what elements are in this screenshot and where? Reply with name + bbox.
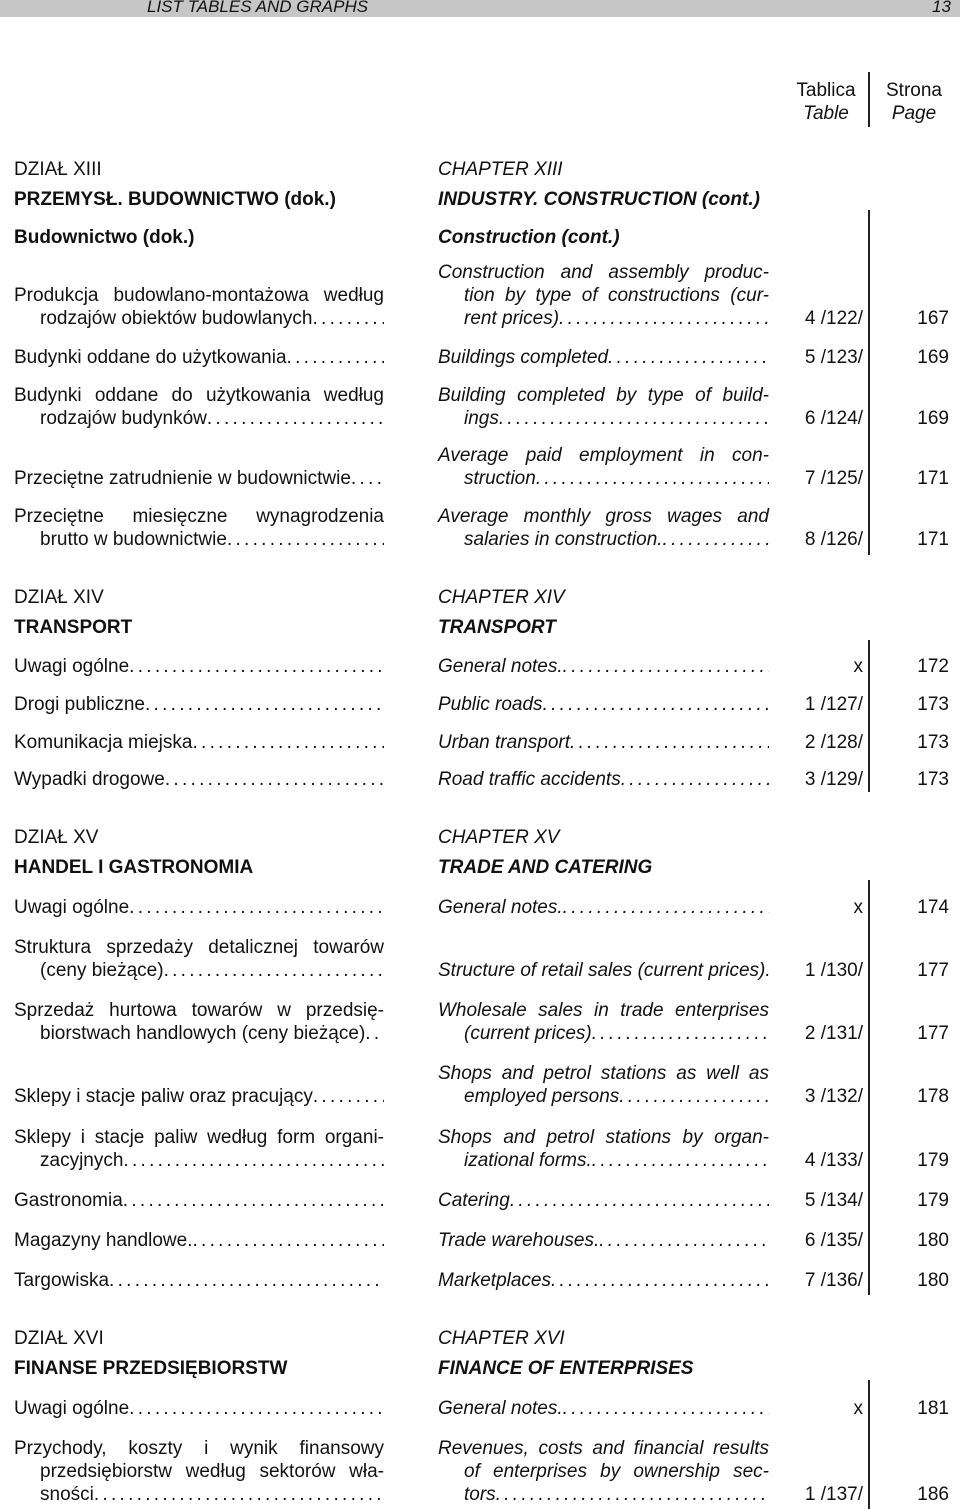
entry-pl-line: Produkcja budowlano-montażowa według [14, 285, 384, 306]
entry-title-en [438, 731, 769, 754]
entry-pl-text: Gastronomia [14, 1190, 123, 1211]
entry-en-line [438, 1189, 769, 1212]
entry-pl-line [14, 1483, 384, 1506]
leader-dots [129, 655, 384, 678]
entry-pl-line [14, 731, 384, 754]
entry-en-line [438, 731, 769, 754]
page-number: 173 [917, 769, 949, 790]
entry-en-text: Trade warehouses. [438, 1230, 600, 1251]
entry-en-line [438, 768, 769, 791]
leader-dots [599, 1229, 769, 1252]
page-number: 178 [917, 1086, 949, 1107]
entry-en-line [438, 467, 769, 490]
entry-en-line [438, 896, 769, 919]
entry-en-text: Structure of retail sales (current prices) [438, 960, 766, 981]
entry-pl-text: sności [40, 1484, 94, 1505]
leader-dots [592, 1022, 769, 1045]
entry-pl-text: (ceny bieżące) [40, 960, 164, 981]
entry-pl-line [14, 655, 384, 678]
chapter-number-en: CHAPTER XV [438, 827, 560, 848]
page-number: 171 [917, 529, 949, 550]
table-number: 1 /137/ [804, 1484, 863, 1505]
entry-pl-text: Komunikacja miejska [14, 732, 193, 753]
chapter-title-pl: HANDEL I GASTRONOMIA [14, 857, 254, 878]
entry-title-en [438, 655, 769, 678]
entry-pl-line [14, 346, 384, 369]
entry-title-pl [14, 346, 384, 369]
entry-en-line [438, 346, 769, 369]
leader-dots [619, 1085, 769, 1108]
entry-title-pl [14, 1229, 384, 1252]
table-number: 3 /132/ [804, 1086, 863, 1107]
table-number: 5 /134/ [804, 1190, 863, 1211]
entry-title-pl [14, 384, 384, 430]
column-divider [868, 210, 870, 555]
table-number: 1 /127/ [804, 694, 863, 715]
col-head-table-pl: Tablica [796, 80, 856, 101]
entry-en-line [438, 959, 769, 982]
entry-title-en [438, 346, 769, 369]
page-number: 177 [917, 960, 949, 981]
entry-pl-text: rodzajów obiektów budowlanych [40, 308, 313, 329]
entry-pl-line [14, 467, 384, 490]
entry-en-line: Revenues, costs and financial results [438, 1438, 769, 1459]
entry-en-text: General notes. [438, 656, 563, 677]
entry-pl-line: Sprzedaż hurtowa towarów w przedsię- [14, 1000, 384, 1021]
page-number: 186 [917, 1484, 949, 1505]
page-number: 173 [917, 732, 949, 753]
entry-en-text: struction [464, 468, 536, 489]
leader-dots [499, 407, 769, 430]
leader-dots [192, 731, 384, 754]
entry-title-en [438, 1189, 769, 1212]
chapter-number-pl: DZIAŁ XIII [14, 159, 102, 180]
chapter-title-en: TRADE AND CATERING [438, 857, 653, 878]
entry-en-text: Catering [438, 1190, 510, 1211]
entry-en-text: (current prices) [464, 1023, 592, 1044]
entry-title-pl [14, 936, 384, 982]
entry-title-pl [14, 693, 384, 716]
entry-pl-line [14, 896, 384, 919]
table-number: 1 /130/ [804, 960, 863, 981]
entry-en-text: tors [464, 1484, 496, 1505]
chapter-number-en: CHAPTER XIII [438, 159, 563, 180]
table-number: x [853, 897, 863, 918]
page-number: 173 [917, 694, 949, 715]
table-number: 7 /125/ [804, 468, 863, 489]
chapter-title-pl: PRZEMYSŁ. BUDOWNICTWO (dok.) [14, 189, 336, 210]
table-number: 2 /131/ [804, 1023, 863, 1044]
header-page-number: 13 [932, 0, 951, 16]
entry-pl-text: Uwagi ogólne [14, 1398, 130, 1419]
leader-dots [563, 655, 769, 678]
page-number: 180 [917, 1270, 949, 1291]
subchapter-title-en: Construction (cont.) [438, 227, 620, 248]
leader-dots [313, 1085, 384, 1108]
entry-title-pl [14, 284, 384, 330]
leader-dots [551, 1269, 769, 1292]
leader-dots [123, 1189, 384, 1212]
entry-title-en [438, 1062, 769, 1108]
table-number: 4 /133/ [804, 1150, 863, 1171]
table-number: 4 /122/ [804, 308, 863, 329]
entry-title-pl [14, 1269, 384, 1292]
entry-pl-line: Budynki oddane do użytkowania według [14, 385, 384, 406]
chapter-number-pl: DZIAŁ XVI [14, 1328, 104, 1349]
entry-en-text: employed persons [464, 1086, 620, 1107]
entry-en-text: izational forms. [464, 1150, 592, 1171]
leader-dots [570, 731, 769, 754]
entry-title-en [438, 896, 769, 919]
entry-title-pl [14, 1085, 384, 1108]
leader-dots [536, 467, 769, 490]
entry-pl-line [14, 1022, 384, 1045]
entry-title-pl [14, 655, 384, 678]
chapter-number-en: CHAPTER XVI [438, 1328, 565, 1349]
leader-dots [123, 1149, 384, 1172]
entry-en-line: of enterprises by ownership sec- [464, 1461, 769, 1482]
leader-dots [145, 693, 384, 716]
entry-title-en [438, 384, 769, 430]
col-head-page-en: Page [891, 103, 937, 124]
entry-pl-text: Uwagi ogólne [14, 656, 130, 677]
entry-pl-text: Magazyny handlowe. [14, 1230, 193, 1251]
leader-dots [663, 528, 769, 551]
entry-en-text: Public roads [438, 694, 543, 715]
entry-pl-text: Sklepy i stacje paliw oraz pracujący [14, 1086, 313, 1107]
entry-pl-text: Budynki oddane do użytkowania [14, 347, 287, 368]
page-number: 181 [917, 1398, 949, 1419]
leader-dots [765, 959, 769, 982]
entry-pl-line: Przeciętne miesięczne wynagrodzenia [14, 506, 384, 527]
entry-pl-line [14, 1397, 384, 1420]
entry-en-text: rent prices) [464, 308, 560, 329]
entry-en-text: ings [464, 408, 499, 429]
table-number: 3 /129/ [804, 769, 863, 790]
entry-title-en [438, 1437, 769, 1506]
entry-en-line: Shops and petrol stations as well as [438, 1063, 769, 1084]
running-header [0, 0, 960, 17]
subchapter-title-pl: Budownictwo (dok.) [14, 227, 195, 248]
chapter-title-en: INDUSTRY. CONSTRUCTION (cont.) [438, 189, 760, 210]
chapter-title-pl: TRANSPORT [14, 617, 133, 638]
page-number: 179 [917, 1150, 949, 1171]
entry-title-en [438, 444, 769, 490]
col-head-page-pl: Strona [886, 80, 942, 101]
entry-title-en [438, 959, 769, 982]
entry-title-en [438, 505, 769, 551]
col-head-table-en: Table [803, 103, 849, 124]
entry-en-line [438, 1022, 769, 1045]
leader-dots [608, 346, 769, 369]
entry-title-pl [14, 1437, 384, 1506]
entry-en-line: tion by type of constructions (cur- [464, 285, 769, 306]
entry-title-pl [14, 1189, 384, 1212]
entry-title-pl [14, 1397, 384, 1420]
entry-pl-line [14, 693, 384, 716]
table-number: 8 /126/ [804, 529, 863, 550]
entry-pl-text: Uwagi ogólne [14, 897, 130, 918]
table-number: 5 /123/ [804, 347, 863, 368]
entry-title-pl [14, 768, 384, 791]
leader-dots [165, 768, 384, 791]
entry-pl-text: brutto w budownictwie [40, 529, 227, 550]
leader-dots [365, 1022, 384, 1045]
leader-dots [563, 896, 769, 919]
entry-en-line [438, 1269, 769, 1292]
page-number: 177 [917, 1023, 949, 1044]
entry-title-en [438, 1229, 769, 1252]
entry-en-line [438, 1149, 769, 1172]
entry-en-line [438, 1397, 769, 1420]
entry-en-line [438, 307, 769, 330]
entry-en-line: Wholesale sales in trade enterprises [438, 1000, 769, 1021]
entry-en-line [438, 655, 769, 678]
leader-dots [543, 693, 769, 716]
entry-en-line [438, 1229, 769, 1252]
page-number: 169 [917, 347, 949, 368]
entry-pl-line [14, 528, 384, 551]
entry-pl-line [14, 1149, 384, 1172]
entry-pl-line: Sklepy i stacje paliw według form organi- [14, 1127, 384, 1148]
chapter-number-pl: DZIAŁ XV [14, 827, 99, 848]
leader-dots [193, 1229, 385, 1252]
entry-en-text: salaries in construction. [464, 529, 663, 550]
entry-title-pl [14, 731, 384, 754]
entry-en-text: Marketplaces [438, 1270, 551, 1291]
table-number: x [853, 656, 863, 677]
entry-pl-line [14, 1229, 384, 1252]
page-number: 179 [917, 1190, 949, 1211]
page-number: 180 [917, 1230, 949, 1251]
entry-title-pl [14, 505, 384, 551]
column-divider [868, 72, 870, 127]
table-number: 7 /136/ [804, 1270, 863, 1291]
header-title: LIST TABLES AND GRAPHS [147, 0, 369, 16]
leader-dots [313, 307, 385, 330]
entry-title-pl [14, 999, 384, 1045]
entry-title-en [438, 1269, 769, 1292]
entry-pl-line [14, 1189, 384, 1212]
entry-en-text: Road traffic accidents [438, 769, 621, 790]
entry-pl-line [14, 407, 384, 430]
entry-en-line: Construction and assembly produc- [438, 262, 769, 283]
leader-dots [129, 896, 384, 919]
entry-en-text: Urban transport [438, 732, 571, 753]
entry-title-en [438, 768, 769, 791]
leader-dots [621, 768, 769, 791]
entry-en-line [438, 528, 769, 551]
chapter-number-en: CHAPTER XIV [438, 587, 565, 608]
page-number: 169 [917, 408, 949, 429]
entry-pl-text: rodzajów budynków [40, 408, 207, 429]
page-number: 171 [917, 468, 949, 489]
entry-pl-line [14, 1085, 384, 1108]
entry-en-line [438, 1085, 769, 1108]
entry-pl-line [14, 959, 384, 982]
leader-dots [510, 1189, 769, 1212]
entry-pl-text: Przeciętne zatrudnienie w budownictwie [14, 468, 351, 489]
entry-pl-text: Targowiska [14, 1270, 110, 1291]
leader-dots [94, 1483, 384, 1506]
entry-title-pl [14, 467, 384, 490]
entry-en-text: Buildings completed [438, 347, 609, 368]
leader-dots [592, 1149, 769, 1172]
entry-en-line [438, 407, 769, 430]
leader-dots [563, 1397, 769, 1420]
entry-pl-line [14, 1269, 384, 1292]
entry-en-line: Average monthly gross wages and [438, 506, 769, 527]
chapter-title-pl: FINANSE PRZEDSIĘBIORSTW [14, 1358, 288, 1379]
leader-dots [109, 1269, 384, 1292]
leader-dots [129, 1397, 384, 1420]
entry-en-line: Shops and petrol stations by organ- [438, 1127, 769, 1148]
chapter-title-en: TRANSPORT [438, 617, 556, 638]
entry-pl-line: Struktura sprzedaży detalicznej towarów [14, 937, 384, 958]
leader-dots [207, 407, 384, 430]
entry-pl-text: Wypadki drogowe [14, 769, 165, 790]
table-number: x [853, 1398, 863, 1419]
page-number: 174 [917, 897, 949, 918]
entry-title-pl [14, 1126, 384, 1172]
entry-pl-line [14, 307, 384, 330]
entry-en-line: Average paid employment in con- [438, 445, 769, 466]
entry-title-en [438, 693, 769, 716]
table-number: 2 /128/ [804, 732, 863, 753]
chapter-number-pl: DZIAŁ XIV [14, 587, 104, 608]
page-number: 167 [917, 308, 949, 329]
entry-pl-text: biorstwach handlowych (ceny bieżące) [40, 1023, 366, 1044]
leader-dots [287, 346, 384, 369]
entry-title-en [438, 1126, 769, 1172]
table-number: 6 /124/ [804, 408, 863, 429]
leader-dots [164, 959, 384, 982]
chapter-title-en: FINANCE OF ENTERPRISES [438, 1358, 694, 1379]
leader-dots [559, 307, 769, 330]
entry-pl-text: zacyjnych [40, 1150, 124, 1171]
leader-dots [351, 467, 384, 490]
entry-pl-line [14, 768, 384, 791]
entry-pl-line: przedsiębiorstw według sektorów wła- [40, 1461, 384, 1482]
entry-title-pl [14, 896, 384, 919]
entry-title-en [438, 261, 769, 330]
entry-en-text: General notes. [438, 897, 563, 918]
page-number: 172 [917, 656, 949, 677]
table-number: 6 /135/ [804, 1230, 863, 1251]
entry-title-en [438, 999, 769, 1045]
entry-en-line [438, 1483, 769, 1506]
entry-en-line: Building completed by type of build- [438, 385, 769, 406]
entry-pl-line: Przychody, koszty i wynik finansowy [14, 1438, 384, 1459]
entry-pl-text: Drogi publiczne [14, 694, 145, 715]
entry-en-line [438, 693, 769, 716]
leader-dots [227, 528, 384, 551]
leader-dots [496, 1483, 769, 1506]
entry-title-en [438, 1397, 769, 1420]
entry-en-text: General notes. [438, 1398, 563, 1419]
